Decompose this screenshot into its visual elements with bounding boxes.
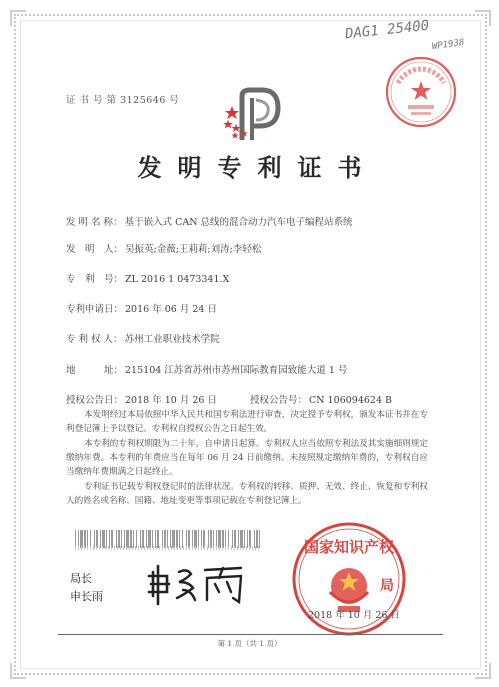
handwritten-note-small: WP1938 (431, 37, 466, 53)
patent-number-row (66, 271, 229, 285)
paragraph-grant: 本发明经过本局依照中华人民共和国专利法进行审查，决定授予专利权，颁发本证书并在专利登记簿上予以登记。专利权自授权公告之日起生效。 (66, 410, 428, 435)
footer-divider (58, 634, 443, 635)
patentee-row (66, 331, 220, 345)
invention-name-label: 发 明 名 称： (66, 217, 123, 228)
corner-ornament (10, 663, 26, 679)
patent-number-label: 专 利 号： (66, 274, 124, 285)
inventor-value: 吴振英;金薇;王莉莉;刘涛;李轻松 (125, 244, 262, 255)
seal-lettering-right: 局 (380, 578, 394, 594)
paragraph-term: 本专利的专利权期限为二十年，自申请日起算。专利权人应当依照专利法及其实施细则规定缴纳年费。本专利的年费应当在每年 06 月 24 日前缴纳。未按照规定缴纳年费的，专利权自应当缴纳年费期满之日起终止。 (66, 439, 428, 478)
handwritten-note: DAG1 25400 (344, 17, 430, 43)
director-name: 申长雨 (70, 590, 103, 603)
barcode-strip (75, 546, 260, 550)
corner-ornament (475, 663, 491, 679)
director-title: 局长 (70, 572, 92, 585)
patentee-value: 苏州工业职业技术学院 (124, 334, 220, 345)
invention-name-value: 基于嵌入式 CAN 总线的混合动力汽车电子编程站系统 (124, 217, 353, 228)
grant-number-label: 授权公告号： (250, 395, 308, 406)
paragraph-status: 专利证书记载专利权登记时的法律状况。专利权的转移、质押、无效、终止、恢复和专利权人的姓名或名称、国籍、地址变更等事项记载在专利登记簿上。 (66, 482, 428, 507)
patent-office-logo-icon (222, 82, 288, 148)
inventor-row (66, 241, 261, 255)
filing-date-row (66, 301, 217, 315)
inventor-label: 发 明 人： (66, 244, 124, 255)
certificate-title: 发明专利证书 (137, 153, 378, 182)
seal-date: 2018 年 10 月 26 日 (308, 610, 400, 621)
director-signature-icon (145, 560, 255, 606)
grant-date-value: 2018 年 10 月 26 日 (125, 395, 217, 406)
grant-date-row (66, 392, 217, 406)
official-seal-icon (384, 55, 458, 129)
patent-number-value: ZL 2016 1 0473341.X (125, 274, 230, 285)
grant-number-row (250, 392, 392, 406)
patentee-label: 专 利 权 人： (66, 334, 123, 345)
certificate-number: 证 书 号 第 3125646 号 (66, 95, 180, 106)
address-label: 地 址： (66, 365, 124, 376)
page-indicator: 第 1 页（共 1 页） (217, 639, 282, 648)
invention-name-row (66, 214, 353, 228)
grant-date-label: 授权公告日： (66, 395, 124, 406)
filing-date-value: 2016 年 06 月 24 日 (125, 304, 217, 315)
address-value: 215104 江苏省苏州市苏州国际教育园致能大道 1 号 (125, 365, 348, 376)
seal-lettering: 国家知识产权 (303, 538, 395, 556)
filing-date-label: 专利申请日： (66, 304, 124, 315)
address-row (66, 362, 347, 376)
grant-number-value: CN 106094624 B (309, 395, 393, 406)
corner-ornament (475, 10, 491, 26)
corner-ornament (10, 10, 26, 26)
